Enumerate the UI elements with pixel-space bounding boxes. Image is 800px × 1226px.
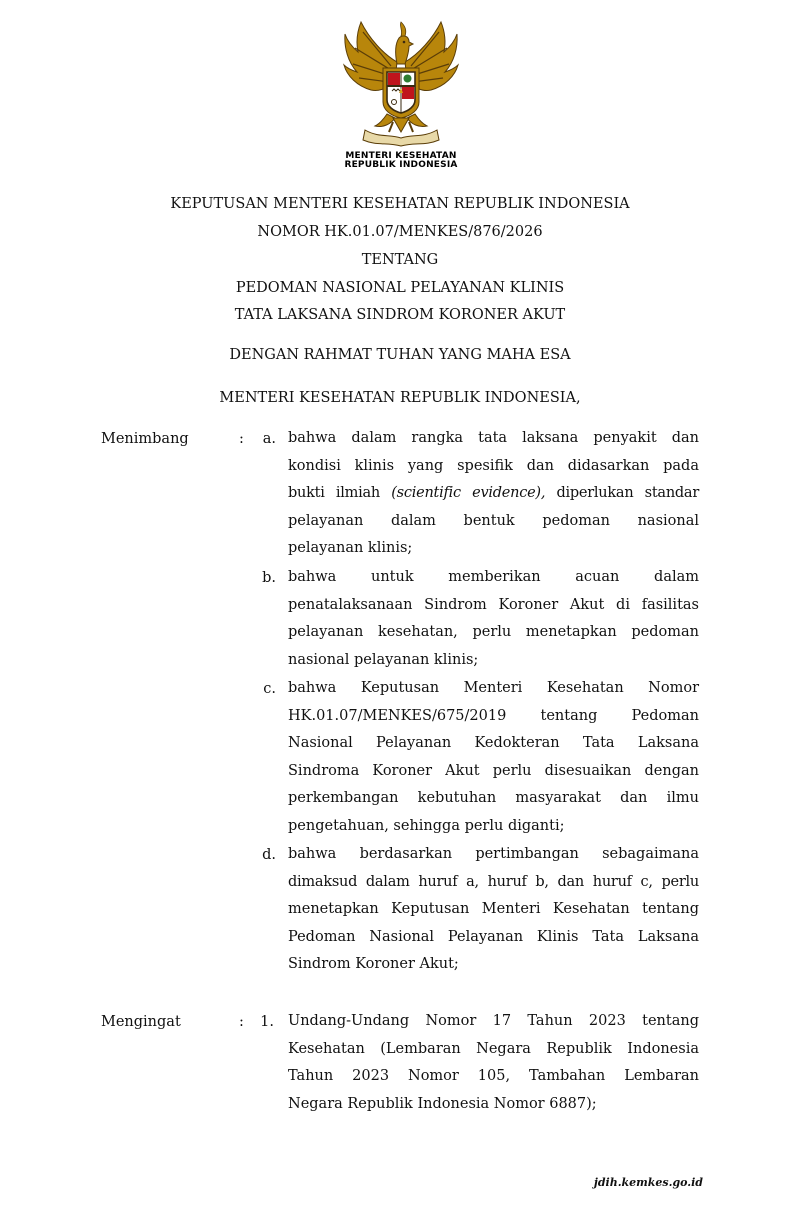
decree-subject-line2: TATA LAKSANA SINDROM KORONER AKUT <box>234 307 566 323</box>
decree-tentang: TENTANG <box>361 252 439 268</box>
invocation: DENGAN RAHMAT TUHAN YANG MAHA ESA <box>229 347 571 363</box>
text-segment: bukti ilmiah <box>288 485 381 502</box>
text-line: menetapkan Keputusan Menteri Kesehatan tentang <box>288 901 699 918</box>
text-line: Kesehatan (Lembaran Negara Republik Indonesia <box>288 1040 699 1057</box>
menimbang-item-b <box>288 564 699 674</box>
text-line: Pedoman Nasional Pelayanan Klinis Tata Laksana <box>288 928 699 945</box>
text-line: bahwa untuk memberikan acuan dalam <box>288 569 699 585</box>
mengingat-colon: : <box>239 1014 244 1030</box>
text-line: bahwa berdasarkan pertimbangan sebagaimana <box>288 846 699 862</box>
text-line: pengetahuan, sehingga perlu diganti; <box>288 817 565 834</box>
text-line: Negara Republik Indonesia Nomor 6887); <box>288 1095 597 1112</box>
menimbang-label: Menimbang <box>101 431 189 447</box>
text-segment: diperlukan standar <box>556 485 700 502</box>
text-line: pelayanan klinis; <box>288 540 413 557</box>
footer-site: jdih.kemkes.go.id <box>593 1176 703 1189</box>
text-line: pelayanan kesehatan, perlu menetapkan pedoman <box>288 624 699 641</box>
issuing-authority: MENTERI KESEHATAN REPUBLIK INDONESIA, <box>219 390 581 406</box>
text-line: HK.01.07/MENKES/675/2019 tentang Pedoman <box>288 707 699 724</box>
text-line: Sindrom Koroner Akut; <box>288 956 459 973</box>
text-line: Tahun 2023 Nomor 105, Tambahan Lembaran <box>288 1068 699 1085</box>
garuda-pancasila-emblem-icon <box>339 18 463 170</box>
garuda-emblem-graphic <box>339 18 463 150</box>
mengingat-item-1-marker: 1. <box>260 1014 274 1030</box>
text-line: kondisi klinis yang spesifik dan didasarkan pada <box>288 457 699 474</box>
text-line: Nasional Pelayanan Kedokteran Tata Laksana <box>288 735 699 752</box>
italic-term: (scientific evidence), <box>391 485 546 502</box>
text-line: Sindroma Koroner Akut perlu disesuaikan dengan <box>288 762 699 779</box>
menimbang-item-d <box>288 841 699 979</box>
mengingat-item-1 <box>288 1008 699 1118</box>
emblem-caption-line1: MENTERI KESEHATAN <box>345 151 457 161</box>
menimbang-item-b-marker: b. <box>262 570 276 586</box>
text-line: nasional pelayanan klinis; <box>288 651 479 668</box>
decree-number: NOMOR HK.01.07/MENKES/876/2026 <box>257 224 543 240</box>
text-line-mixed <box>288 480 699 508</box>
text-line: Undang-Undang Nomor 17 Tahun 2023 tentang <box>288 1013 699 1029</box>
menimbang-item-c-marker: c. <box>263 681 276 697</box>
menimbang-item-d-marker: d. <box>262 847 276 863</box>
text-line: bahwa Keputusan Menteri Kesehatan Nomor <box>288 680 699 696</box>
menimbang-item-c <box>288 675 699 841</box>
menimbang-item-a-marker: a. <box>262 431 276 447</box>
emblem-caption-line2: REPUBLIK INDONESIA <box>344 160 458 170</box>
text-line: perkembangan kebutuhan masyarakat dan ilmu <box>288 790 699 807</box>
text-line: bahwa dalam rangka tata laksana penyakit dan <box>288 430 699 446</box>
text-line: pelayanan dalam bentuk pedoman nasional <box>288 512 699 529</box>
menimbang-item-a <box>288 425 699 563</box>
menimbang-colon: : <box>239 431 244 447</box>
text-line: dimaksud dalam huruf a, huruf b, dan huruf c, perlu <box>288 873 699 890</box>
mengingat-label: Mengingat <box>101 1014 181 1030</box>
decree-title: KEPUTUSAN MENTERI KESEHATAN REPUBLIK INDONESIA <box>170 196 630 212</box>
decree-subject-line1: PEDOMAN NASIONAL PELAYANAN KLINIS <box>235 280 565 296</box>
text-line: penatalaksanaan Sindrom Koroner Akut di fasilitas <box>288 596 699 613</box>
